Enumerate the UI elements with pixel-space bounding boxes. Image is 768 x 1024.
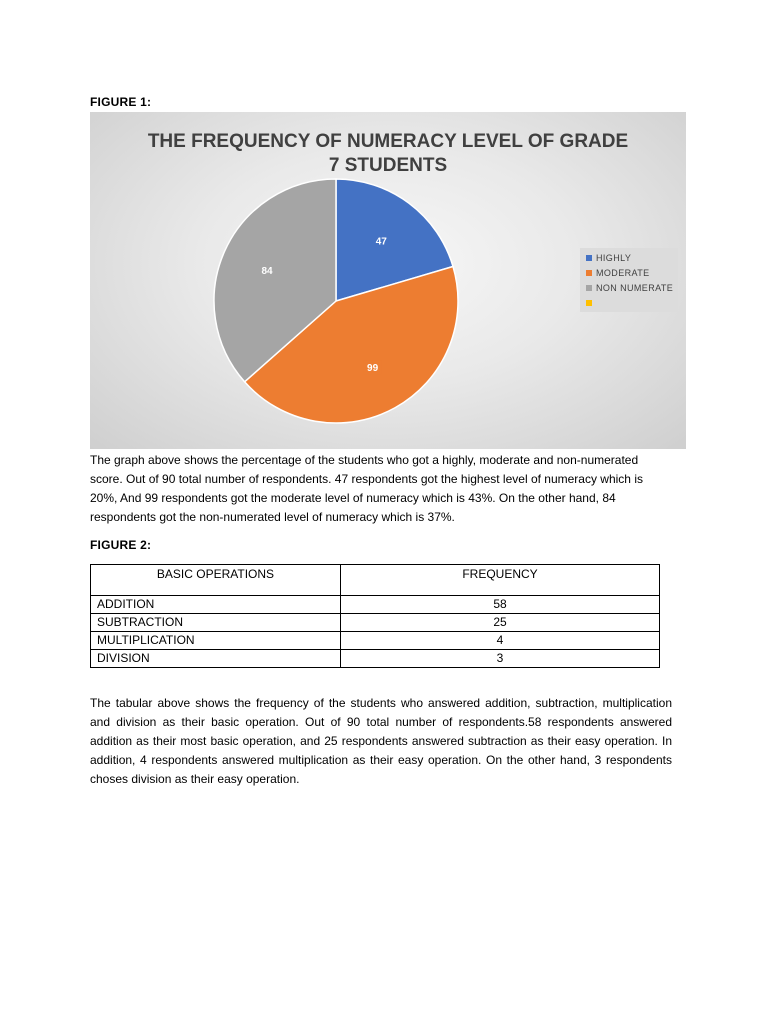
legend-swatch — [586, 285, 592, 291]
operation-cell: MULTIPLICATION — [91, 632, 341, 650]
legend-item-highly — [586, 250, 678, 265]
svg-text:84: 84 — [261, 265, 273, 277]
table-row — [91, 596, 660, 614]
frequency-cell: 25 — [341, 614, 660, 632]
operation-cell: SUBTRACTION — [91, 614, 341, 632]
pie-data-label-highly — [372, 233, 390, 247]
legend-label: HIGHLY — [596, 252, 632, 263]
frequency-cell: 4 — [341, 632, 660, 650]
chart-title-line-2: 7 STUDENTS — [328, 155, 448, 176]
chart-legend — [580, 248, 678, 312]
chart-title-line-1: THE FREQUENCY OF NUMERACY LEVEL OF GRADE — [147, 131, 629, 152]
pie-data-label-non-numerate — [258, 263, 276, 277]
legend-label: NON NUMERATE — [596, 282, 674, 293]
frequency-cell: 3 — [341, 650, 660, 668]
table-header-row — [91, 565, 660, 596]
legend-swatch — [586, 255, 592, 261]
figure-2-label: FIGURE 2: — [90, 538, 152, 552]
legend-item-moderate — [586, 265, 678, 280]
table-row — [91, 632, 660, 650]
figure-1-description: The graph above shows the percentage of the students who got a highly, moderate and non-numerated score. Out of 90 total number of respondents. 47 respondents got the highest level of numeracy which is 20%, And 99 respondents got the moderate level of numeracy which is 43%. On the other hand, 84 respondents got the non-numerated level of numeracy which is 37%. — [90, 453, 643, 524]
frequency-cell: 58 — [341, 596, 660, 614]
operation-cell: DIVISION — [91, 650, 341, 668]
basic-operations-table — [90, 564, 660, 668]
legend-swatch — [586, 270, 592, 276]
header-frequency: FREQUENCY — [341, 565, 660, 596]
figure-1-label: FIGURE 1: — [90, 95, 152, 109]
figure-2-description: The tabular above shows the frequency of the students who answered addition, subtraction, multiplication and division as their basic operation. Out of 90 total number of respondents.58 respondents answered addition as their most basic operation, and 25 respondents answered subtraction as their easy operation. In addition, 4 respondents answered multiplication as their easy operation. On the other hand, 3 respondents choses division as their easy operation. — [90, 696, 672, 786]
legend-item-non-numerate — [586, 280, 678, 295]
legend-label: MODERATE — [596, 267, 650, 278]
header-basic-operations: BASIC OPERATIONS — [91, 565, 341, 596]
svg-text:99: 99 — [367, 363, 379, 375]
operation-cell: ADDITION — [91, 596, 341, 614]
legend-item-empty — [586, 295, 678, 310]
legend-swatch — [586, 300, 592, 306]
pie-data-label-moderate — [364, 360, 382, 374]
pie-chart — [90, 112, 686, 449]
svg-text:47: 47 — [375, 236, 387, 248]
table-row — [91, 614, 660, 632]
table-row — [91, 650, 660, 668]
